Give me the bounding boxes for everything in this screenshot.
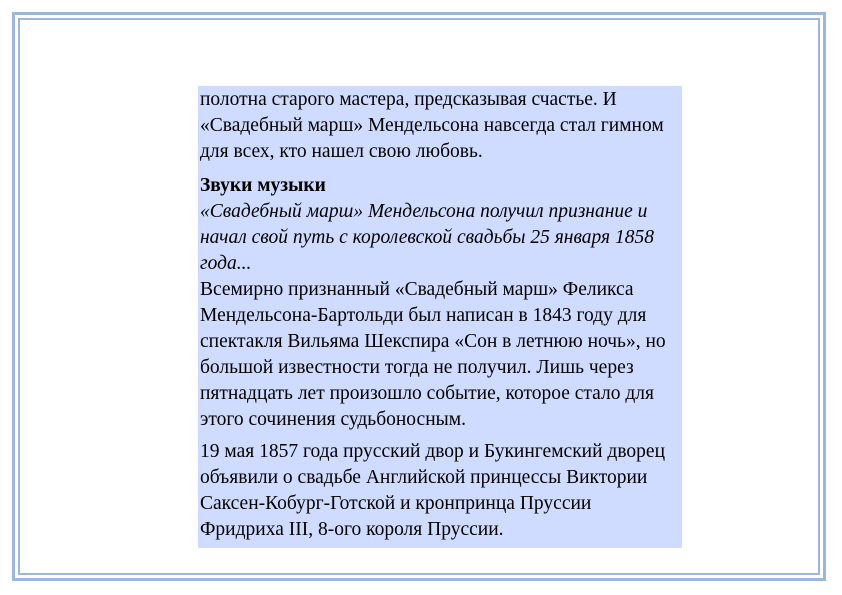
section-heading: Звуки музыки: [200, 175, 326, 196]
text-block: [198, 86, 682, 548]
lead-italic-paragraph: «Свадебный марш» Мендельсона получил признание и начал свой путь с королевской свадьбы 25 января 1858 года...: [200, 201, 654, 274]
body-paragraph-2: 19 мая 1857 года прусский двор и Букингемский дворец объявили о свадьбе Английской принцессы Виктории Саксен-Кобург-Готской и кронпринца Пруссии Фридриха III, 8-ого короля Пруссии.: [200, 441, 666, 540]
intro-paragraph: полотна старого мастера, предсказывая счастье. И «Свадебный марш» Мендельсона навсегда стал гимном для всех, кто нашел свою любовь.: [200, 89, 664, 162]
body-paragraph-1: Всемирно признанный «Свадебный марш» Феликса Мендельсона-Бартольди был написан в 1843 году для спектакля Вильяма Шекспира «Сон в летнюю ночь», но большой известности тогда не получил. Лишь через пятнадцать лет произошло событие, которое стало для этого сочинения судьбоносным.: [200, 279, 666, 430]
